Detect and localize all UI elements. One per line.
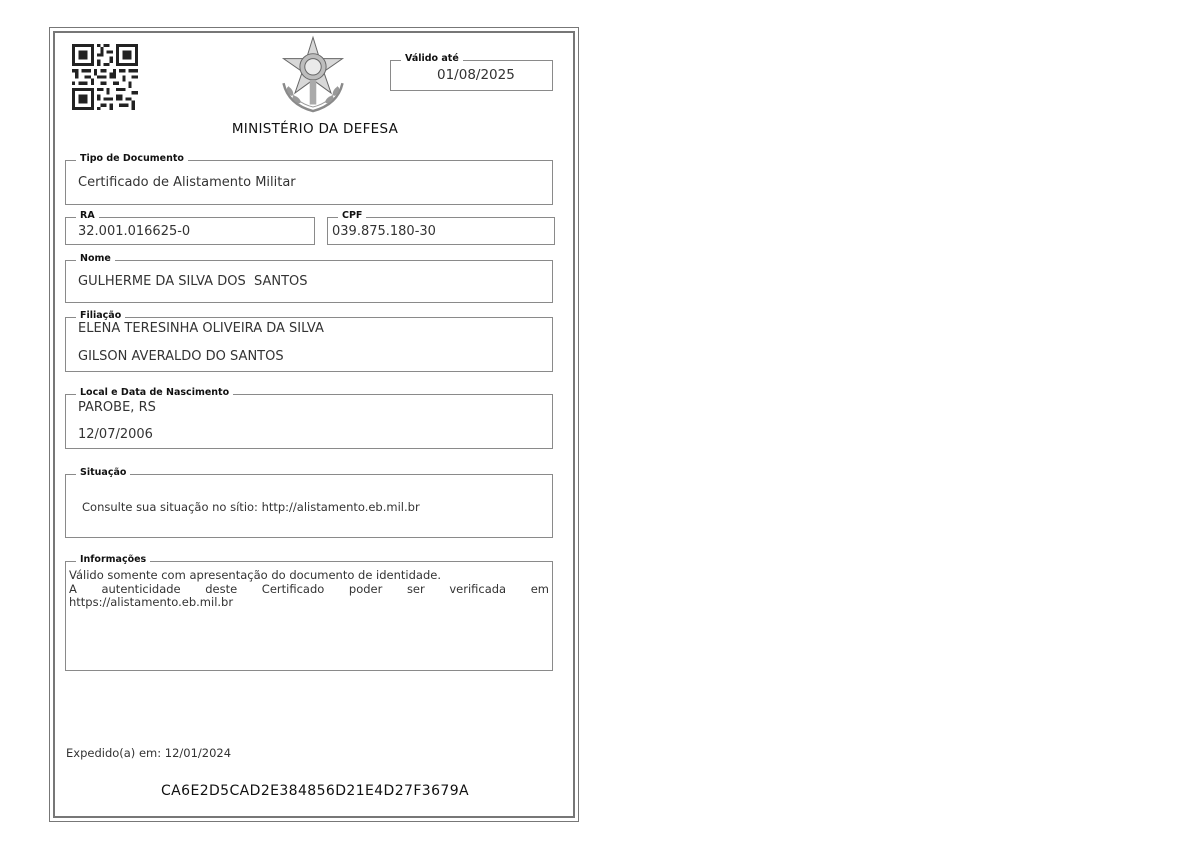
info-text — [69, 569, 549, 610]
validity-label: Válido até — [401, 53, 463, 65]
birth-box — [65, 387, 553, 449]
validity-box — [390, 53, 553, 91]
document-type-box — [65, 153, 553, 205]
name-box — [65, 253, 553, 303]
coat-of-arms-icon — [272, 34, 354, 116]
cpf-box — [327, 210, 555, 245]
birth-date: 12/07/2006 — [78, 427, 153, 442]
issued-date: 12/01/2024 — [164, 746, 232, 760]
father-name: GILSON AVERALDO DO SANTOS — [78, 349, 284, 364]
name-value: GULHERME DA SILVA DOS SANTOS — [78, 274, 308, 289]
name-label: Nome — [76, 253, 115, 265]
filiation-label: Filiação — [76, 310, 125, 322]
situation-text: Consulte sua situação no sítio: http://alistamento.eb.mil.br — [82, 500, 420, 514]
situation-box — [65, 467, 553, 538]
ministry-title: MINISTÉRIO DA DEFESA — [231, 121, 399, 137]
cpf-label: CPF — [338, 210, 366, 222]
birth-label: Local e Data de Nascimento — [76, 387, 233, 399]
document-type-label: Tipo de Documento — [76, 153, 188, 165]
authentication-code: CA6E2D5CAD2E384856D21E4D27F3679A — [160, 783, 470, 799]
validity-date: 01/08/2025 — [437, 67, 515, 83]
ra-label: RA — [76, 210, 99, 222]
filiation-box — [65, 310, 553, 372]
info-label: Informações — [76, 554, 150, 566]
birth-place: PAROBE, RS — [78, 400, 156, 415]
ra-box — [65, 210, 315, 245]
ra-value: 32.001.016625-0 — [78, 224, 191, 239]
info-line-authenticity: A autenticidade deste Certificado poder ser verificada em https://alistamento.eb.mil.br — [69, 581, 549, 609]
situation-label: Situação — [76, 467, 130, 479]
issued-label: Expedido(a) em: — [66, 746, 162, 760]
cpf-value: 039.875.180-30 — [332, 224, 436, 239]
info-box — [65, 554, 553, 671]
mother-name: ELENA TERESINHA OLIVEIRA DA SILVA — [78, 321, 324, 336]
info-line-identity: Válido somente com apresentação do documento de identidade. — [69, 568, 441, 582]
document-type-value: Certificado de Alistamento Militar — [78, 175, 296, 190]
issued-line — [66, 746, 231, 760]
qr-code-icon — [71, 44, 139, 110]
